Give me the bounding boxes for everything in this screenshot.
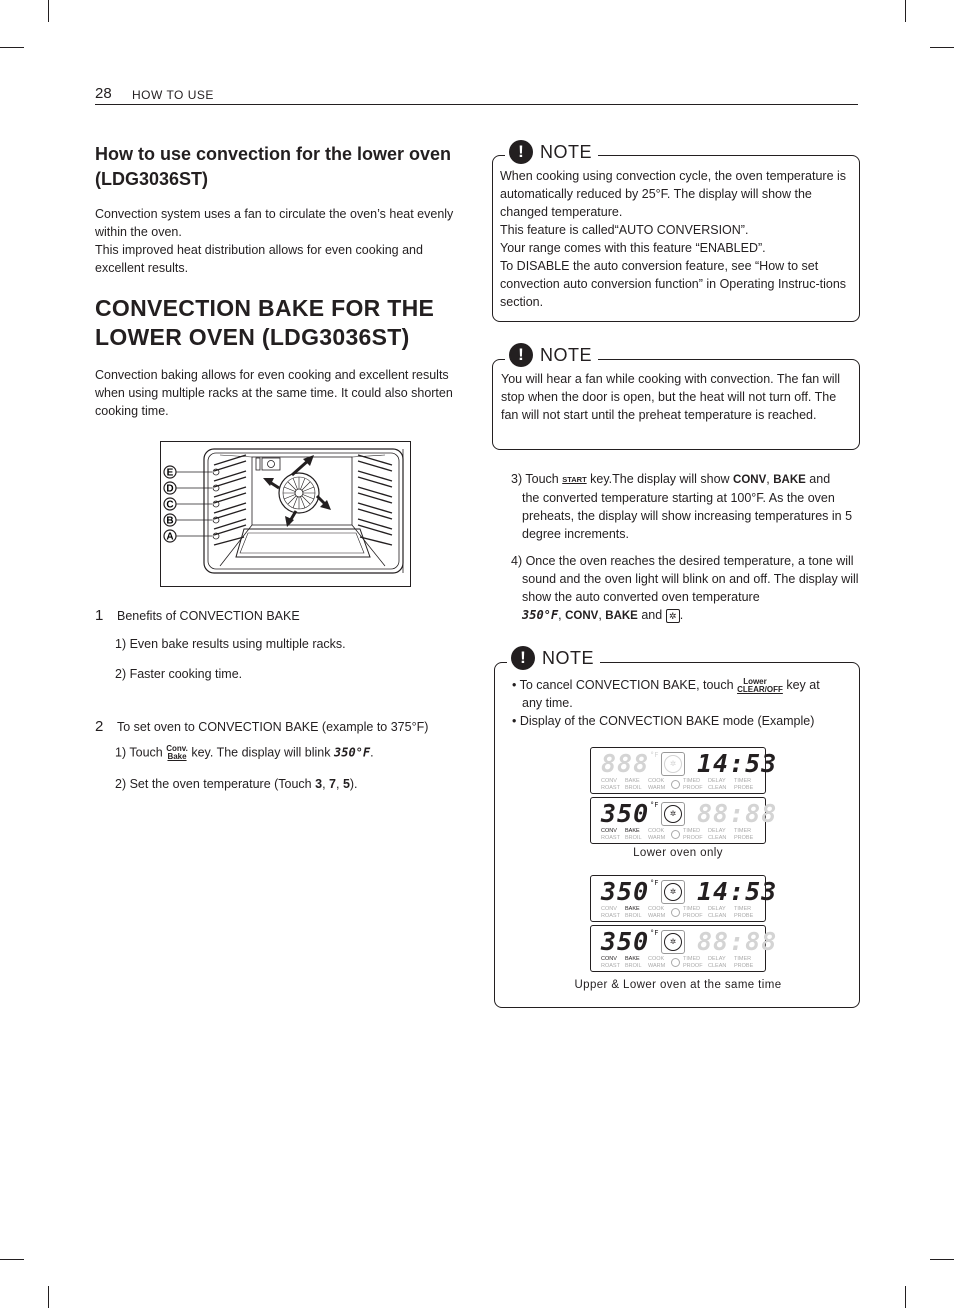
benefits-title: Benefits of CONVECTION BAKE bbox=[117, 609, 300, 623]
page-number: 28 bbox=[95, 85, 112, 102]
fan-icon: ✲ bbox=[664, 755, 682, 773]
note-text bbox=[500, 167, 848, 311]
note-bullet: • To cancel CONVECTION BAKE, touch Lower CLEAR/OFF key at any time. bbox=[512, 676, 820, 710]
keypad-number: 5 bbox=[342, 777, 350, 791]
mode-label bbox=[708, 778, 726, 791]
crop-mark bbox=[48, 0, 49, 22]
display-word: CONV bbox=[565, 610, 599, 622]
note-line: To DISABLE the auto conversion feature, see “How to set convection auto conversion function” in Operating Instruc-tions section. bbox=[500, 259, 847, 309]
rack-label: C bbox=[166, 499, 174, 511]
lock-icon bbox=[671, 908, 680, 917]
mode-label bbox=[648, 906, 665, 919]
mode-label-top: DELAY bbox=[708, 828, 726, 834]
display-word: CONV bbox=[733, 474, 767, 486]
mode-label-bottom: BROIL bbox=[625, 912, 642, 919]
rack-label: E bbox=[166, 467, 174, 479]
mode-label-bottom: CLEAN bbox=[708, 912, 727, 919]
keypad-number: 7 bbox=[329, 777, 336, 791]
mode-label-bottom: PROBE bbox=[734, 784, 754, 791]
display-caption: Lower oven only bbox=[633, 847, 723, 859]
mode-label bbox=[625, 956, 642, 969]
mode-label-bottom: BROIL bbox=[625, 962, 642, 969]
mode-label-bottom: PROOF bbox=[683, 834, 703, 841]
step-text: 3) Touch bbox=[511, 472, 559, 486]
mode-label-bottom: CLEAN bbox=[708, 834, 727, 841]
mode-label-top: TIMED bbox=[683, 828, 701, 834]
bullet-text: key at any time. bbox=[522, 678, 820, 710]
mode-label bbox=[708, 828, 726, 841]
mode-label bbox=[601, 906, 620, 919]
fan-icon: ✲ bbox=[664, 883, 682, 901]
mode-label bbox=[648, 828, 665, 841]
section-heading: CONVECTION BAKE FOR THE LOWER OVEN (LDG3036ST) bbox=[95, 295, 435, 350]
display-panel bbox=[590, 875, 778, 922]
display-word: BAKE bbox=[605, 610, 638, 622]
mode-label-top: TIMER bbox=[734, 778, 752, 784]
display-panel bbox=[590, 797, 778, 844]
mode-label-top: COOK bbox=[648, 778, 665, 784]
mode-label-top: BAKE bbox=[625, 828, 640, 834]
step-text: 2) Set the oven temperature (Touch bbox=[115, 777, 312, 791]
intro-heading: How to use convection for the lower oven (LDG3036ST) bbox=[95, 144, 452, 189]
mode-label-top: COOK bbox=[648, 906, 665, 912]
crop-mark bbox=[930, 47, 954, 48]
display-caption: Upper & Lower oven at the same time bbox=[574, 979, 782, 991]
mode-label bbox=[648, 778, 665, 791]
temperature-digits: 350 bbox=[601, 877, 650, 906]
mode-label-top: TIMED bbox=[683, 956, 701, 962]
mode-label-bottom: BROIL bbox=[625, 834, 642, 841]
mode-label-bottom: CLEAN bbox=[708, 962, 727, 969]
crop-mark bbox=[0, 47, 24, 48]
mode-label-top: COOK bbox=[648, 956, 665, 962]
mode-label-bottom: PROBE bbox=[734, 912, 754, 919]
oven-diagram bbox=[160, 441, 411, 587]
mode-label bbox=[601, 956, 620, 969]
mode-label-bottom: CLEAN bbox=[708, 784, 727, 791]
mode-label-top: CONV bbox=[601, 906, 617, 912]
crop-mark bbox=[48, 1286, 49, 1308]
fan-indicator-icon bbox=[661, 802, 685, 826]
step-4: 4) Once the oven reaches the desired temperature, a tone will sound and the oven light will blink on and off. The display will show the auto converted oven temperature 350°F, CONV, BAKE and ✲ . bbox=[511, 552, 861, 625]
step-text: key. The display will blink bbox=[191, 745, 331, 760]
display-panel bbox=[590, 925, 778, 972]
exclamation-icon: ! bbox=[509, 140, 533, 164]
lock-icon bbox=[671, 830, 680, 839]
note-title: NOTE bbox=[540, 141, 593, 162]
mode-label-bottom: ROAST bbox=[601, 912, 620, 919]
mode-label bbox=[683, 906, 703, 919]
intro-paragraph-1: Convection system uses a fan to circulate the oven’s heat evenly within the oven. bbox=[95, 207, 454, 239]
crop-mark bbox=[905, 0, 906, 22]
mode-label-top: BAKE bbox=[625, 956, 640, 962]
fan-icon: ✲ bbox=[664, 933, 682, 951]
start-key-icon: START bbox=[562, 474, 587, 484]
mode-label-bottom: WARM bbox=[648, 912, 666, 919]
mode-label-bottom: ROAST bbox=[601, 784, 620, 791]
mode-label-bottom: WARM bbox=[648, 962, 666, 969]
mode-label bbox=[625, 828, 642, 841]
note-bullet: • Display of the CONVECTION BAKE mode (Example) bbox=[512, 714, 815, 728]
key-label: Conv. bbox=[166, 744, 188, 753]
intro-paragraph-2: This improved heat distribution allows for even cooking and excellent results. bbox=[95, 243, 423, 275]
mode-label-bottom: PROBE bbox=[734, 834, 754, 841]
mode-label bbox=[708, 906, 726, 919]
note-label bbox=[507, 646, 600, 670]
degree-f-label: °F bbox=[650, 801, 659, 809]
step-3: 3) Touch START key.The display will show CONV, BAKE and the converted temperature starting at 100°F. As the oven preheats, the display will show increasing temperatures in 5 degree increments. bbox=[511, 470, 861, 543]
note-line: When cooking using convection cycle, the oven temperature is automatically reduced by 25°F. The display will show the changed temperature. bbox=[500, 169, 847, 219]
mode-label-bottom: BROIL bbox=[625, 784, 642, 791]
mode-label bbox=[708, 956, 726, 969]
note-label bbox=[505, 343, 598, 367]
clock-digits: 88:88 bbox=[697, 799, 778, 828]
setup-title: To set oven to CONVECTION BAKE (example to 375°F) bbox=[117, 720, 429, 734]
display-word: BAKE bbox=[773, 474, 806, 486]
benefit-item: 2) Faster cooking time. bbox=[115, 667, 243, 681]
step-text: key.The display will show bbox=[590, 472, 730, 486]
temperature-digits: 888 bbox=[601, 749, 650, 778]
setup-step-1 bbox=[115, 745, 374, 761]
header-rule bbox=[95, 104, 858, 105]
note-text: You will hear a fan while cooking with convection. The fan will stop when the door is open, but the heat will not turn off. The fan will not start until the preheat temperature is reached. bbox=[501, 372, 841, 422]
note-label bbox=[505, 140, 598, 164]
rack-label: B bbox=[166, 515, 174, 527]
fan-icon: ✲ bbox=[666, 609, 680, 623]
note-title: NOTE bbox=[540, 344, 593, 365]
mode-label bbox=[683, 956, 703, 969]
bullet-text: Display of the CONVECTION BAKE mode (Example) bbox=[519, 714, 815, 728]
mode-label bbox=[625, 906, 642, 919]
mode-label bbox=[734, 828, 753, 841]
rack-label: D bbox=[166, 483, 174, 495]
mode-label-bottom: WARM bbox=[648, 784, 666, 791]
crop-mark bbox=[0, 1259, 24, 1260]
temperature-digits: 350 bbox=[601, 799, 650, 828]
note-line: Your range comes with this feature “ENABLED”. bbox=[500, 241, 766, 255]
bake-paragraph: Convection baking allows for even cooking and excellent results when using multiple racks at the same time. It could also shorten cooking time. bbox=[95, 368, 453, 418]
clock-digits: 14:53 bbox=[697, 877, 778, 906]
mode-label bbox=[601, 828, 620, 841]
note-line: This feature is called“AUTO CONVERSION”. bbox=[500, 223, 749, 237]
mode-label-top: DELAY bbox=[708, 956, 726, 962]
rack-label: A bbox=[166, 531, 174, 543]
mode-label bbox=[734, 956, 753, 969]
mode-label-bottom: PROOF bbox=[683, 784, 703, 791]
mode-label-top: COOK bbox=[648, 828, 665, 834]
benefit-item: 1) Even bake results using multiple racks. bbox=[115, 637, 346, 651]
mode-label-top: TIMER bbox=[734, 956, 752, 962]
temperature-display-icon: 350°F bbox=[334, 745, 371, 760]
mode-label bbox=[734, 906, 753, 919]
exclamation-icon: ! bbox=[509, 343, 533, 367]
keypad-number: 3 bbox=[315, 777, 323, 791]
degree-f-label: °F bbox=[650, 751, 659, 759]
crop-mark bbox=[905, 1286, 906, 1308]
degree-f-label: °F bbox=[650, 879, 659, 887]
clock-digits: 14:53 bbox=[697, 749, 778, 778]
crop-mark bbox=[930, 1259, 954, 1260]
key-label: Bake bbox=[167, 752, 187, 761]
step-text: . bbox=[370, 745, 374, 760]
step-text: . bbox=[679, 608, 684, 622]
mode-label bbox=[625, 778, 642, 791]
note-title: NOTE bbox=[542, 647, 595, 668]
step-text: and bbox=[641, 608, 663, 622]
fan-indicator-icon bbox=[661, 880, 685, 904]
conv-bake-key-icon bbox=[166, 745, 188, 761]
step-text: ). bbox=[349, 777, 358, 791]
section-title: HOW TO USE bbox=[132, 88, 214, 102]
step-text: the converted temperature starting at 100°F. As the oven preheats, the display will show increasing temperatures in 5 degree increments. bbox=[522, 491, 853, 541]
step-number: 1 bbox=[95, 607, 104, 624]
key-label: CLEAR/OFF bbox=[737, 684, 783, 694]
exclamation-icon: ! bbox=[511, 646, 535, 670]
clock-digits: 88:88 bbox=[697, 927, 778, 956]
mode-label bbox=[601, 778, 620, 791]
temperature-display-icon: 350°F bbox=[522, 608, 559, 622]
mode-label-bottom: PROOF bbox=[683, 912, 703, 919]
mode-label-top: BAKE bbox=[625, 778, 640, 784]
mode-label-top: CONV bbox=[601, 828, 617, 834]
mode-label-bottom: PROOF bbox=[683, 962, 703, 969]
mode-label-top: TIMER bbox=[734, 906, 752, 912]
mode-label-bottom: PROBE bbox=[734, 962, 754, 969]
mode-label-top: TIMED bbox=[683, 778, 701, 784]
step-text: 1) Touch bbox=[115, 745, 163, 760]
fan-icon: ✲ bbox=[664, 805, 682, 823]
mode-label bbox=[734, 778, 753, 791]
display-panel bbox=[590, 747, 778, 794]
mode-label bbox=[683, 778, 703, 791]
setup-step-2: 2) Set the oven temperature (Touch 3, 7, 5). bbox=[115, 777, 358, 791]
mode-label-bottom: ROAST bbox=[601, 834, 620, 841]
bullet-text: To cancel CONVECTION BAKE, touch bbox=[519, 678, 734, 692]
mode-label bbox=[683, 828, 703, 841]
mode-label-bottom: ROAST bbox=[601, 962, 620, 969]
key-label: Lower bbox=[743, 676, 767, 686]
mode-label-top: DELAY bbox=[708, 906, 726, 912]
mode-label-top: DELAY bbox=[708, 778, 726, 784]
step-text: and bbox=[809, 472, 831, 486]
degree-f-label: °F bbox=[650, 929, 659, 937]
temperature-digits: 350 bbox=[601, 927, 650, 956]
mode-label-top: TIMER bbox=[734, 828, 752, 834]
step-number: 2 bbox=[95, 718, 104, 735]
fan-indicator-icon bbox=[661, 930, 685, 954]
lock-icon bbox=[671, 958, 680, 967]
lower-clear-off-key-icon bbox=[737, 678, 783, 694]
mode-label-top: CONV bbox=[601, 956, 617, 962]
step-text: 4) Once the oven reaches the desired temperature, a tone will sound and the oven light will blink on and off. The display will show the auto converted oven temperature bbox=[511, 554, 859, 604]
fan-indicator-icon bbox=[661, 752, 685, 776]
mode-label-top: TIMED bbox=[683, 906, 701, 912]
mode-label-top: CONV bbox=[601, 778, 617, 784]
mode-label bbox=[648, 956, 665, 969]
mode-label-top: BAKE bbox=[625, 906, 640, 912]
mode-label-bottom: WARM bbox=[648, 834, 666, 841]
lock-icon bbox=[671, 780, 680, 789]
